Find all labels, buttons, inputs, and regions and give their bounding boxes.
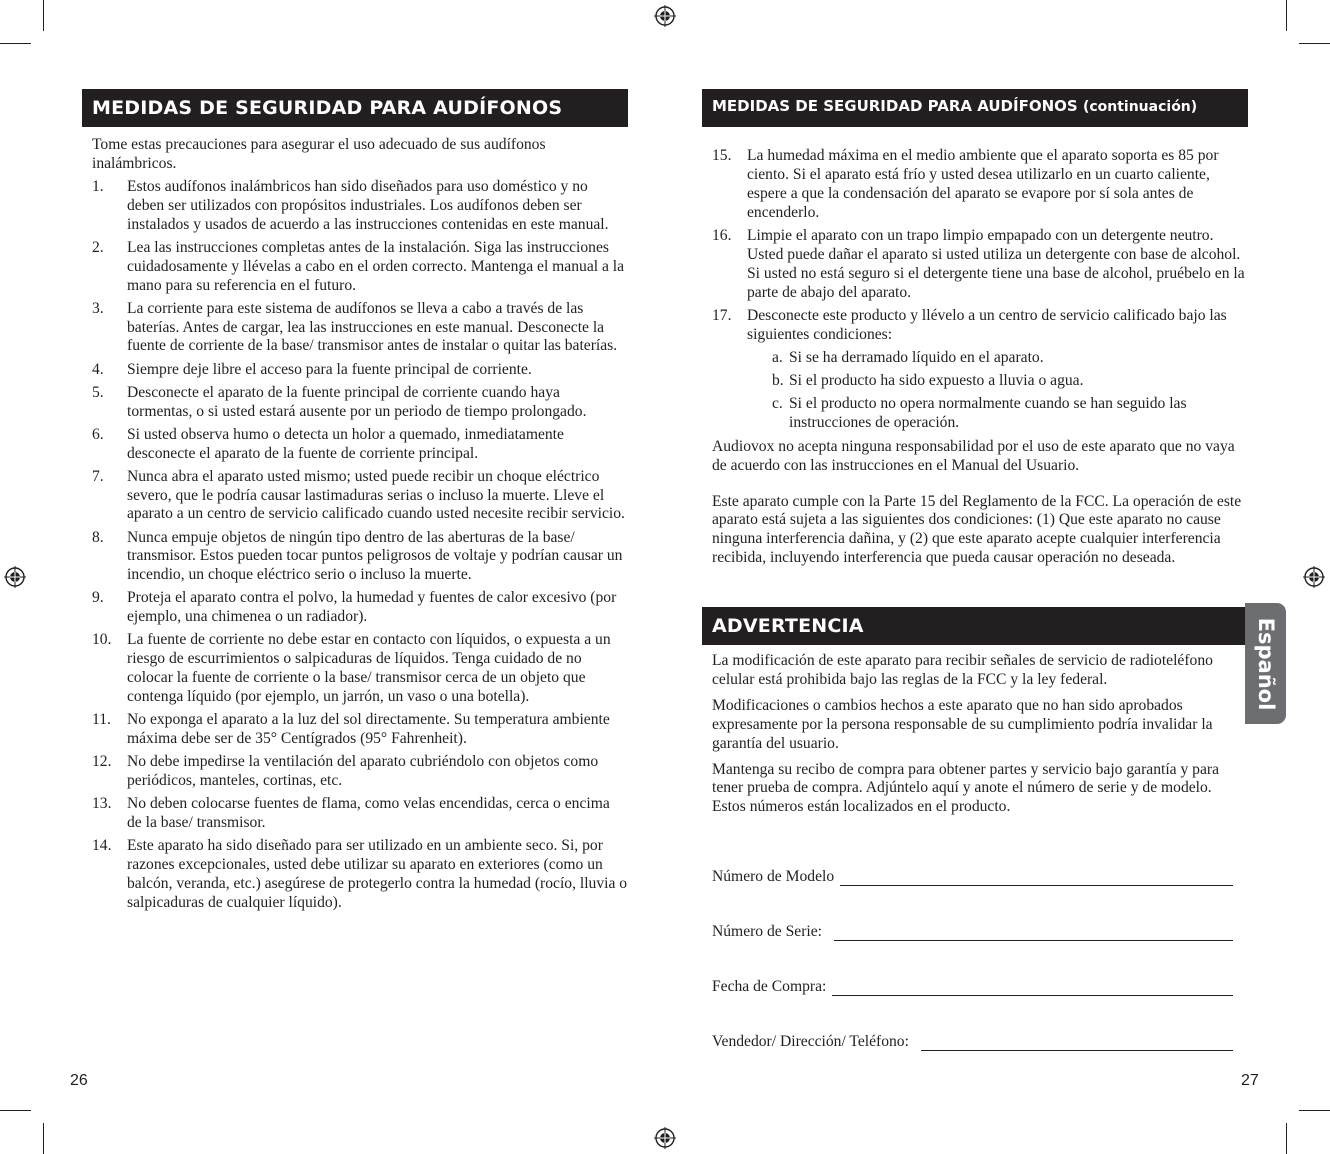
list-item	[772, 372, 1248, 391]
item-text: Nunca empuje objetos de ningún tipo dentro de las aberturas de la base/ transmisor. Estos pueden tocar puntos peligrosos de voltaje y podrían causar un incendio, un choque eléctrico serio o incluso la muerte.	[127, 528, 623, 584]
language-tab-label: Español	[1253, 617, 1278, 710]
item-text: Si usted observa humo o detecta un holor a quemado, inmediatamente desconecte el aparato de la fuente de corriente principal.	[127, 425, 564, 462]
item-number: 12.	[92, 753, 112, 771]
safety-list	[92, 178, 628, 913]
purchase-date-field[interactable]	[712, 976, 1233, 996]
safety-heading-continued	[702, 89, 1248, 127]
item-text: Limpie el aparato con un trapo limpio empapado con un detergente neutro. Usted puede dañar el aparato si usted utiliza un detergente con base de alcohol. Si usted no está seguro si el detergente tiene una base de alcohol, pruébelo en la parte de abajo del aparato.	[747, 226, 1245, 301]
left-page	[82, 89, 628, 917]
list-item	[712, 147, 1248, 223]
list-item	[92, 426, 628, 464]
item-text: Este aparato ha sido diseñado para ser utilizado en un ambiente seco. Si, por razones excepcionales, usted debe utilizar su aparato en exteriores (como un balcón, veranda, etc.) asegúrese de protegerlo contra la humedad (rocío, lluvia o salpicaduras de cualquier líquido).	[127, 837, 628, 911]
dealer-field[interactable]	[712, 1031, 1233, 1051]
item-number: 17.	[712, 306, 732, 324]
list-item	[92, 361, 628, 380]
item-number: 4.	[92, 360, 104, 378]
list-item	[92, 837, 628, 913]
item-text: Estos audífonos inalámbricos han sido diseñados para uso doméstico y no deben ser utilizados con propósitos industriales. Los audífonos deben ser instalados y usados de acuerdo a las instrucciones contenidas en este manual.	[127, 177, 609, 233]
item-text: No debe impedirse la ventilación del aparato cubriéndolo con objetos como periódicos, manteles, cortinas, etc.	[127, 753, 599, 790]
item-text: Nunca abra el aparato usted mismo; usted puede recibir un choque eléctrico severo, que le podría causar lastimaduras serias o incluso la muerte. Lleve el aparato a un centro de servicio calificado cuando usted necesite recibir servicio.	[127, 467, 625, 523]
warning-paragraph: Mantenga su recibo de compra para obtener partes y servicio bajo garantía y para tener prueba de compra. Adjúntelo aquí y anote el número de serie y de modelo. Estos números están localizados en el producto.	[712, 760, 1220, 816]
item-text: Desconecte este producto y llévelo a un centro de servicio calificado bajo las siguientes condiciones:	[747, 306, 1227, 343]
list-item	[92, 384, 628, 422]
item-text: La humedad máxima en el medio ambiente que el aparato soporta es 85 por ciento. Si el aparato está frío y usted desea utilizarlo en un cuarto caliente, espere a que la condensación del aparato se evapore por sí sola antes de encenderlo.	[747, 147, 1219, 221]
item-text: No exponga el aparato a la luz del sol directamente. Su temperatura ambiente máxima debe ser de 35° Centígrados (95° Fahrenheit).	[127, 711, 610, 748]
item-number: 1.	[92, 177, 104, 195]
field-label: Número de Modelo	[712, 868, 835, 885]
right-page	[702, 89, 1248, 568]
warning-paragraph: Modificaciones o cambios hechos a este aparato que no han sido aprobados expresamente por la persona responsable de su cumplimiento podría invalidar la garantía del usuario.	[712, 696, 1213, 752]
item-number: 11.	[92, 711, 111, 729]
list-item	[772, 395, 1248, 433]
crop-mark	[1299, 1110, 1330, 1111]
crop-mark	[0, 43, 31, 44]
warning-body	[702, 645, 1248, 817]
item-text: Si el producto ha sido expuesto a lluvia o agua.	[789, 372, 1084, 390]
item-number: 14.	[92, 837, 112, 855]
item-text: Si se ha derramado líquido en el aparato.	[789, 348, 1044, 366]
item-number: c.	[772, 395, 783, 413]
list-item	[92, 589, 628, 627]
registration-mark-icon	[1303, 566, 1325, 588]
list-item	[92, 529, 628, 586]
list-item	[712, 307, 1248, 345]
item-number: 3.	[92, 299, 104, 317]
item-text: Lea las instrucciones completas antes de la instalación. Siga las instrucciones cuidadosamente y llévelas a cabo en el orden correcto. Mantenga el manual a la mano para su referencia en el futuro.	[127, 238, 625, 294]
registration-mark-icon	[654, 5, 676, 27]
list-item	[92, 711, 628, 749]
field-label: Número de Serie:	[712, 923, 822, 940]
language-tab	[1245, 603, 1286, 724]
warning-paragraph: La modificación de este aparato para recibir señales de servicio de radioteléfono celular está prohibida bajo las reglas de la FCC y la ley federal.	[712, 652, 1213, 688]
serial-number-field[interactable]	[712, 921, 1233, 941]
warning-heading: ADVERTENCIA	[702, 607, 1248, 645]
list-item	[92, 239, 628, 296]
page-number-right: 27	[1241, 1072, 1259, 1089]
registration-mark-icon	[654, 1127, 676, 1149]
item-text: Proteja el aparato contra el polvo, la humedad y fuentes de calor excesivo (por ejemplo, una chimenea o un radiador).	[127, 589, 617, 626]
left-page-body	[82, 127, 628, 913]
safety-heading: MEDIDAS DE SEGURIDAD PARA AUDÍFONOS	[82, 89, 628, 127]
item-number: 10.	[92, 631, 112, 649]
crop-mark	[1299, 43, 1330, 44]
heading-suffix: (continuación)	[1082, 99, 1198, 115]
fcc-paragraph: Este aparato cumple con la Parte 15 del Reglamento de la FCC. La operación de este aparato está sujeta a las siguientes dos condiciones: (1) Que este aparato no cause ninguna interferencia dañina, y (2) que este aparato acepte cualquier interferencia recibida, incluyendo interferencia que pueda causar operación no deseada.	[712, 492, 1242, 567]
conditions-list	[712, 349, 1248, 434]
heading-text: MEDIDAS DE SEGURIDAD PARA AUDÍFONOS	[712, 97, 1078, 115]
field-label: Vendedor/ Dirección/ Teléfono:	[712, 1033, 909, 1050]
list-item	[92, 468, 628, 525]
registration-mark-icon	[4, 566, 26, 588]
item-text: La corriente para este sistema de audífonos se lleva a cabo a través de las baterías. Antes de cargar, lea las instrucciones en este manual. Desconecte la fuente de corriente de la base/ transmisor antes de instalar o quitar las baterías.	[127, 299, 618, 355]
item-number: 13.	[92, 795, 112, 813]
warning-section	[702, 607, 1248, 817]
list-item	[92, 753, 628, 791]
model-number-field[interactable]	[712, 866, 1233, 886]
field-label: Fecha de Compra:	[712, 978, 827, 995]
crop-mark	[1286, 1123, 1287, 1154]
list-item	[772, 349, 1248, 368]
item-text: Si el producto no opera normalmente cuando se han seguido las instrucciones de operación.	[789, 395, 1187, 432]
crop-mark	[0, 1110, 31, 1111]
record-fields	[712, 866, 1233, 1051]
intro-paragraph: Tome estas precauciones para asegurar el uso adecuado de sus audífonos inalámbricos.	[92, 136, 546, 172]
item-number: 5.	[92, 383, 104, 401]
list-item	[92, 178, 628, 235]
item-text: Desconecte el aparato de la fuente principal de corriente cuando haya tormentas, o si usted estará ausente por un periodo de tiempo prolongado.	[127, 383, 587, 420]
item-number: 9.	[92, 589, 104, 607]
item-text: No deben colocarse fuentes de flama, como velas encendidas, cerca o encima de la base/ transmisor.	[127, 795, 610, 832]
item-number: 7.	[92, 467, 104, 485]
item-number: b.	[772, 372, 784, 390]
item-number: 6.	[92, 425, 104, 443]
item-number: a.	[772, 348, 783, 366]
crop-mark	[1286, 0, 1287, 31]
page-number-left: 26	[70, 1072, 88, 1089]
crop-mark	[43, 1123, 44, 1154]
list-item	[92, 631, 628, 707]
item-text: La fuente de corriente no debe estar en contacto con líquidos, o expuesta a un riesgo de escurrimientos o salpicaduras de líquidos. Tenga cuidado de no colocar la fuente de corriente o la base/ transmisor cerca de un objeto que contenga líquido (por ejemplo, un jarrón, un vaso o una botella).	[127, 631, 611, 706]
right-page-body	[702, 127, 1248, 568]
safety-list-continued	[712, 147, 1248, 344]
item-number: 15.	[712, 147, 732, 164]
disclaimer-paragraph: Audiovox no acepta ninguna responsabilidad por el uso de este aparato que no vaya de acuerdo con las instrucciones en el Manual del Usuario.	[712, 437, 1235, 474]
item-text: Siempre deje libre el acceso para la fuente principal de corriente.	[127, 360, 532, 378]
item-number: 16.	[712, 226, 732, 244]
list-item	[712, 227, 1248, 303]
item-number: 8.	[92, 528, 104, 546]
crop-mark	[43, 0, 44, 31]
item-number: 2.	[92, 238, 104, 256]
list-item	[92, 300, 628, 357]
list-item	[92, 795, 628, 833]
